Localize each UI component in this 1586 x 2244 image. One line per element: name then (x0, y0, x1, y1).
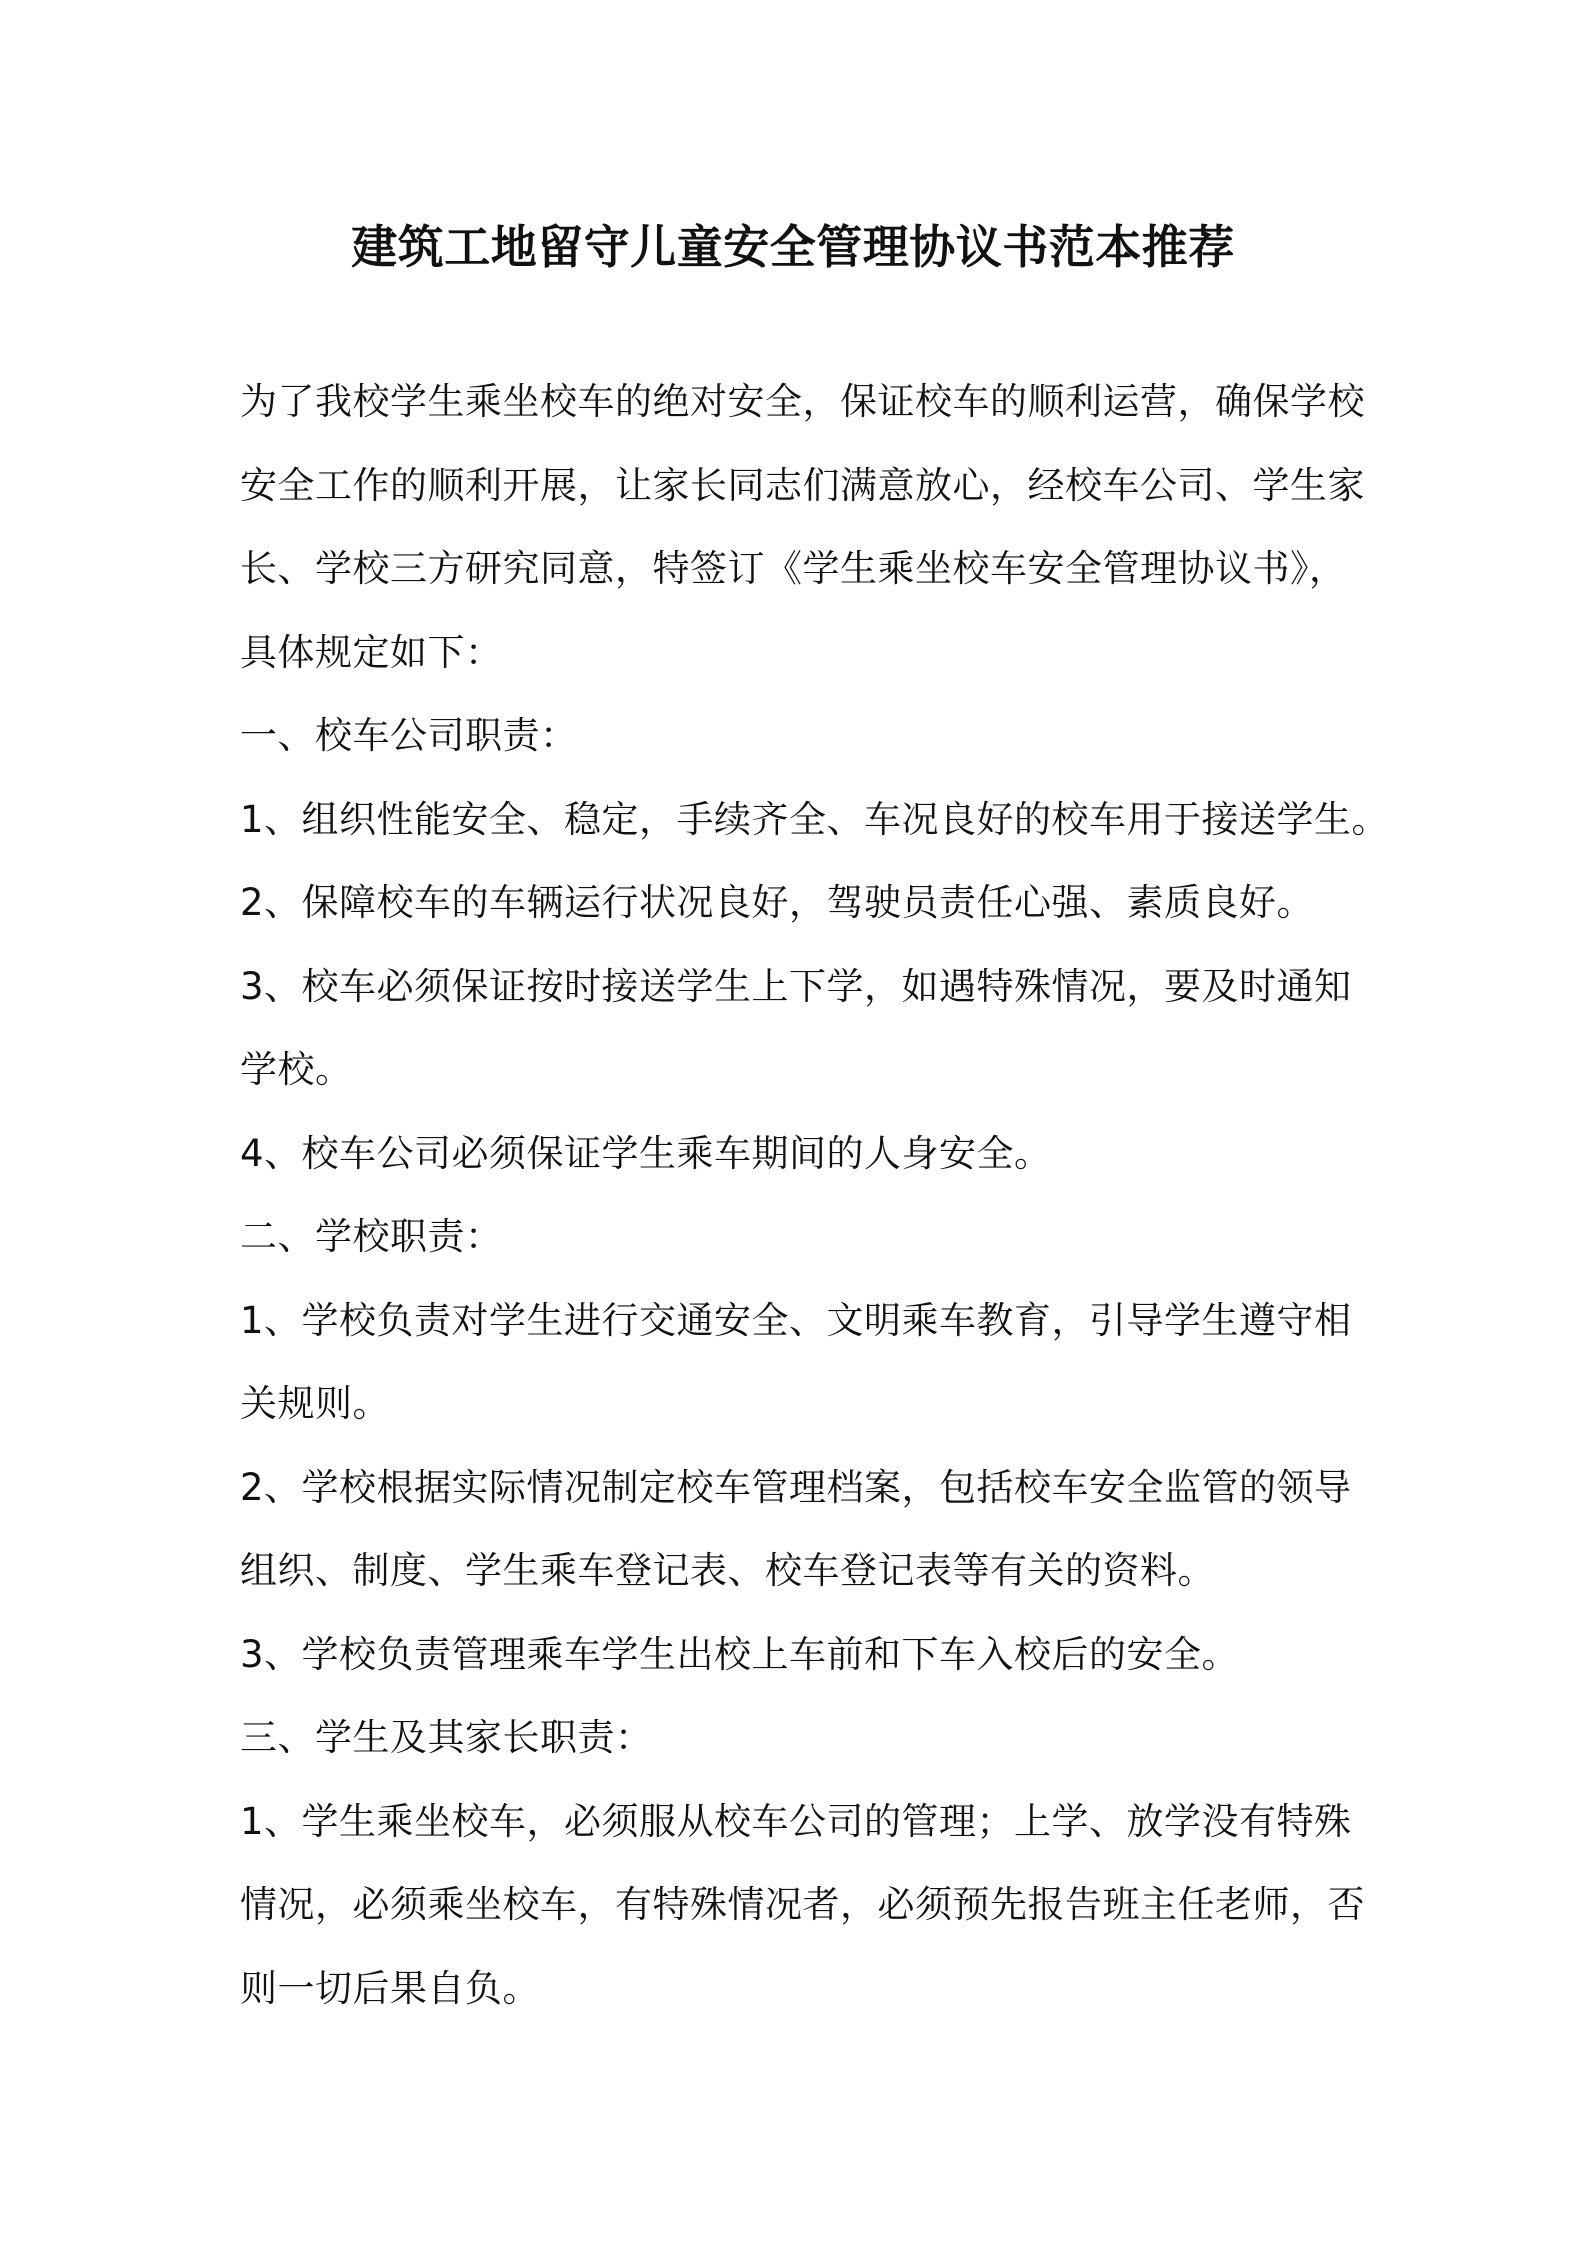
body-line: 组织、制度、学生乘车登记表、校车登记表等有关的资料。 (240, 1549, 1215, 1592)
body-line: 2、保障校车的车辆运行状况良好，驾驶员责任心强、素质良好。 (240, 881, 1315, 924)
body-line: 为了我校学生乘坐校车的绝对安全，保证校车的顺利运营，确保学校 (240, 380, 1365, 423)
body-line: 安全工作的顺利开展，让家长同志们满意放心，经校车公司、学生家 (240, 463, 1365, 507)
section-heading: 一、校车公司职责： (240, 714, 578, 757)
body-line: 长、学校三方研究同意，特签订《学生乘坐校车安全管理协议书》， (240, 547, 1347, 590)
body-line: 情况，必须乘坐校车，有特殊情况者，必须预先报告班主任老师，否 (240, 1883, 1365, 1926)
body-line: 关规则。 (240, 1382, 390, 1425)
document-body (240, 360, 1390, 2030)
body-line: 具体规定如下： (240, 630, 503, 674)
body-line: 1、学校负责对学生进行交通安全、文明乘车教育，引导学生遵守相 (240, 1298, 1352, 1342)
body-line: 2、学校根据实际情况制定校车管理档案，包括校车安全监管的领导 (240, 1465, 1352, 1509)
body-line: 3、学校负责管理乘车学生出校上车前和下车入校后的安全。 (240, 1632, 1240, 1676)
section-heading: 二、学校职责： (240, 1215, 503, 1258)
section-heading: 三、学生及其家长职责： (240, 1716, 653, 1759)
body-line: 学校。 (240, 1048, 353, 1091)
document-title: 建筑工地留守儿童安全管理协议书范本推荐 (351, 220, 1235, 274)
body-line: 1、组织性能安全、稳定，手续齐全、车况良好的校车用于接送学生。 (240, 797, 1390, 841)
body-line: 则一切后果自负。 (240, 1966, 540, 2010)
body-line: 4、校车公司必须保证学生乘车期间的人身安全。 (240, 1131, 1052, 1175)
body-line: 3、校车必须保证按时接送学生上下学，如遇特殊情况，要及时通知 (240, 964, 1352, 1008)
body-line: 1、学生乘坐校车，必须服从校车公司的管理；上学、放学没有特殊 (240, 1799, 1352, 1843)
